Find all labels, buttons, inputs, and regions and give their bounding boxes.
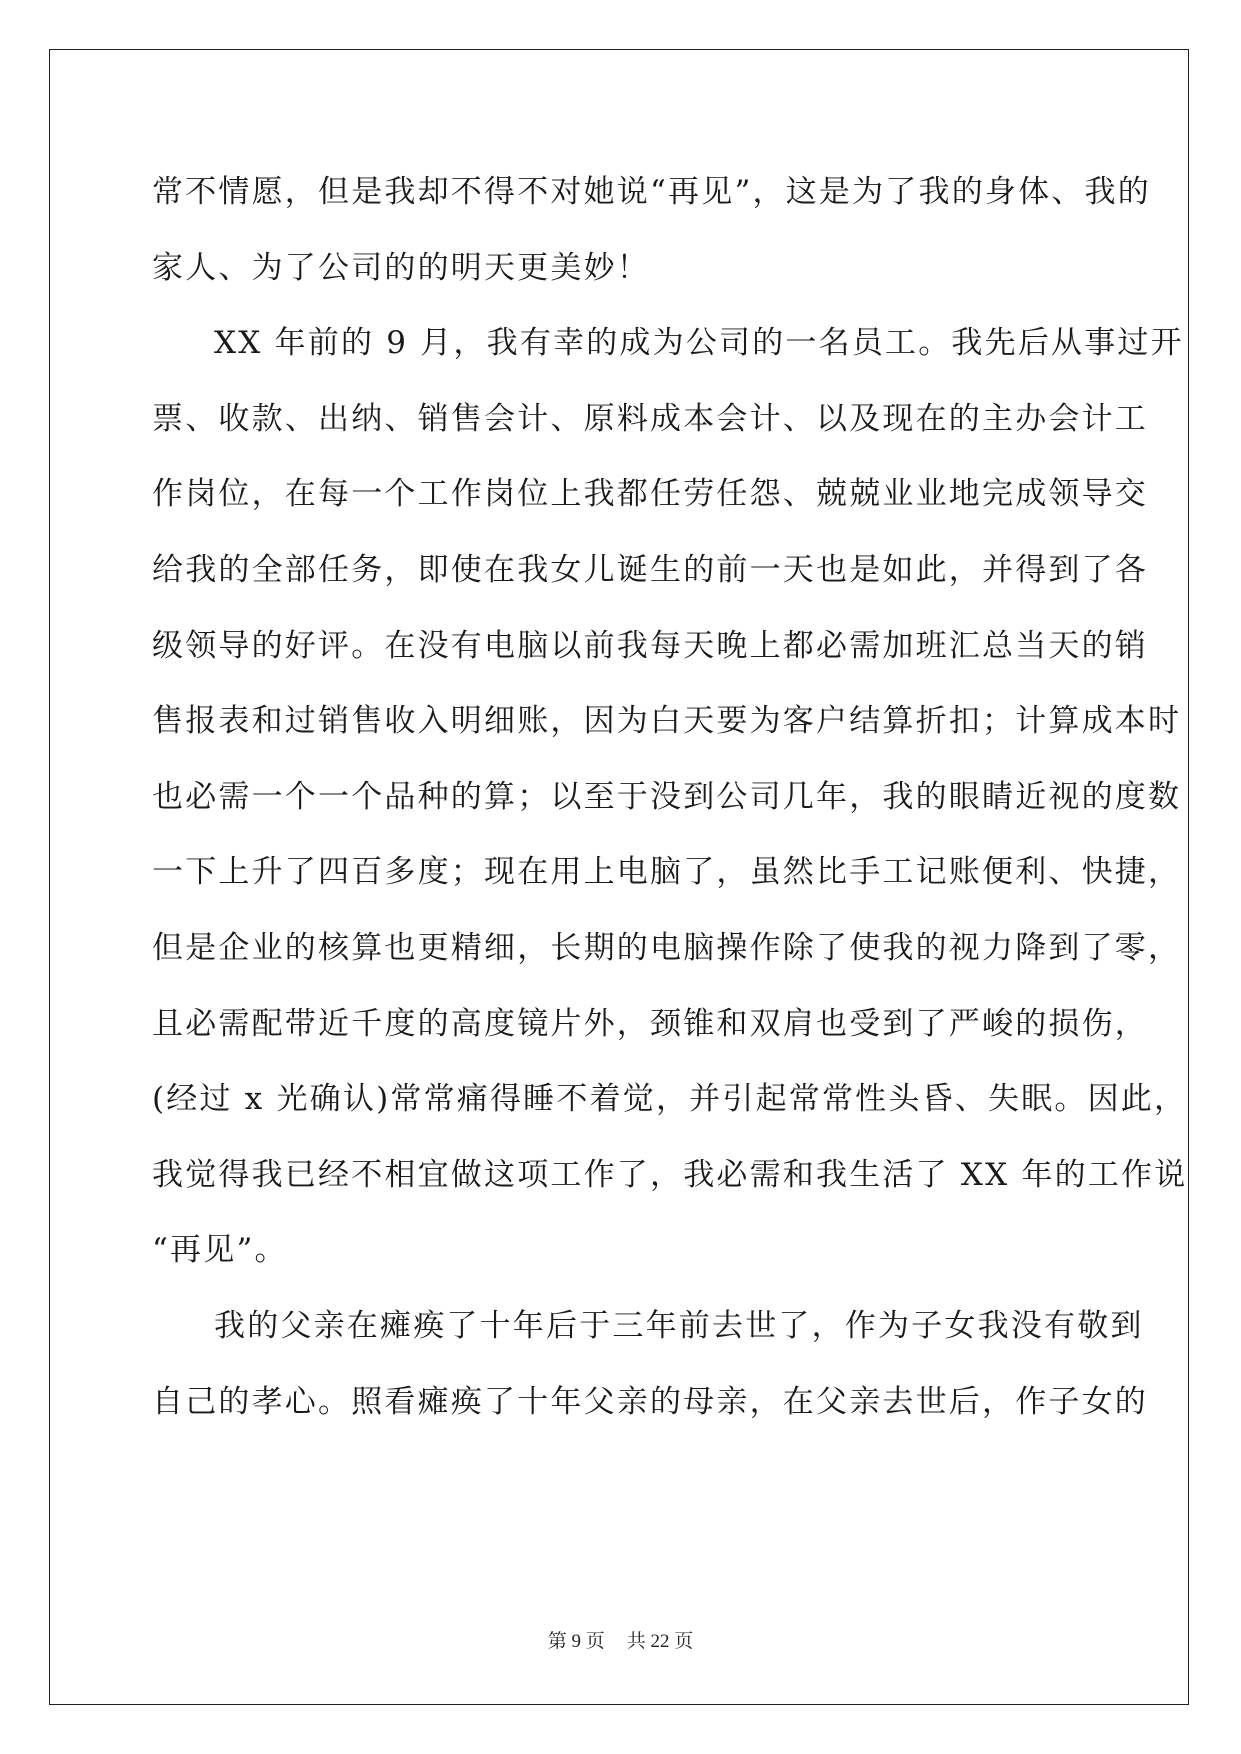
text-line: 常不情愿，但是我却不得不对她说“再见”，这是为了我的身体、我的 <box>152 174 1151 210</box>
text-line: 给我的全部任务，即使在我女儿诞生的前一天也是如此，并得到了各 <box>152 551 1148 588</box>
text-line: 我觉得我已经不相宜做这项工作了，我必需和我生活了 XX 年的工作说 <box>152 1156 1188 1193</box>
text-line: “再见”。 <box>152 1232 288 1269</box>
text-line: 家人、为了公司的的明天更美妙！ <box>152 249 650 286</box>
text-line: 也必需一个一个品种的算；以至于没到公司几年，我的眼睛近视的度数 <box>152 778 1182 815</box>
page-total: 共 22 页 <box>626 1631 694 1652</box>
text-line: XX 年前的 9 月，我有幸的成为公司的一名员工。我先后从事过开 <box>214 325 1184 362</box>
text-line: 级领导的好评。在没有电脑以前我每天晚上都必需加班汇总当天的销 <box>152 627 1148 664</box>
page-footer <box>0 1626 1241 1653</box>
text-line: 售报表和过销售收入明细账，因为白天要为客户结算折扣；计算成本时 <box>152 703 1182 740</box>
text-line: 一下上升了四百多度；现在用上电脑了，虽然比手工记账便利、快捷， <box>152 854 1182 891</box>
text-line: 但是企业的核算也更精细，长期的电脑操作除了使我的视力降到了零， <box>152 929 1182 966</box>
text-line: (经过 x 光确认)常常痛得睡不着觉，并引起常常性头昏、失眠。因此， <box>152 1081 1188 1118</box>
text-line: 自己的孝心。照看瘫痪了十年父亲的母亲，在父亲去世后，作子女的 <box>152 1383 1148 1420</box>
text-line: 我的父亲在瘫痪了十年后于三年前去世了，作为子女我没有敬到 <box>214 1307 1144 1344</box>
text-line: 票、收款、出纳、销售会计、原料成本会计、以及现在的主办会计工 <box>152 400 1148 437</box>
text-line: 且必需配带近千度的高度镜片外，颈锥和双肩也受到了严峻的损伤， <box>152 1005 1148 1042</box>
text-line: 作岗位，在每一个工作岗位上我都任劳任怨、兢兢业业地完成领导交 <box>152 476 1148 513</box>
page-number: 第 9 页 <box>547 1631 605 1652</box>
body-text <box>152 155 1188 1440</box>
